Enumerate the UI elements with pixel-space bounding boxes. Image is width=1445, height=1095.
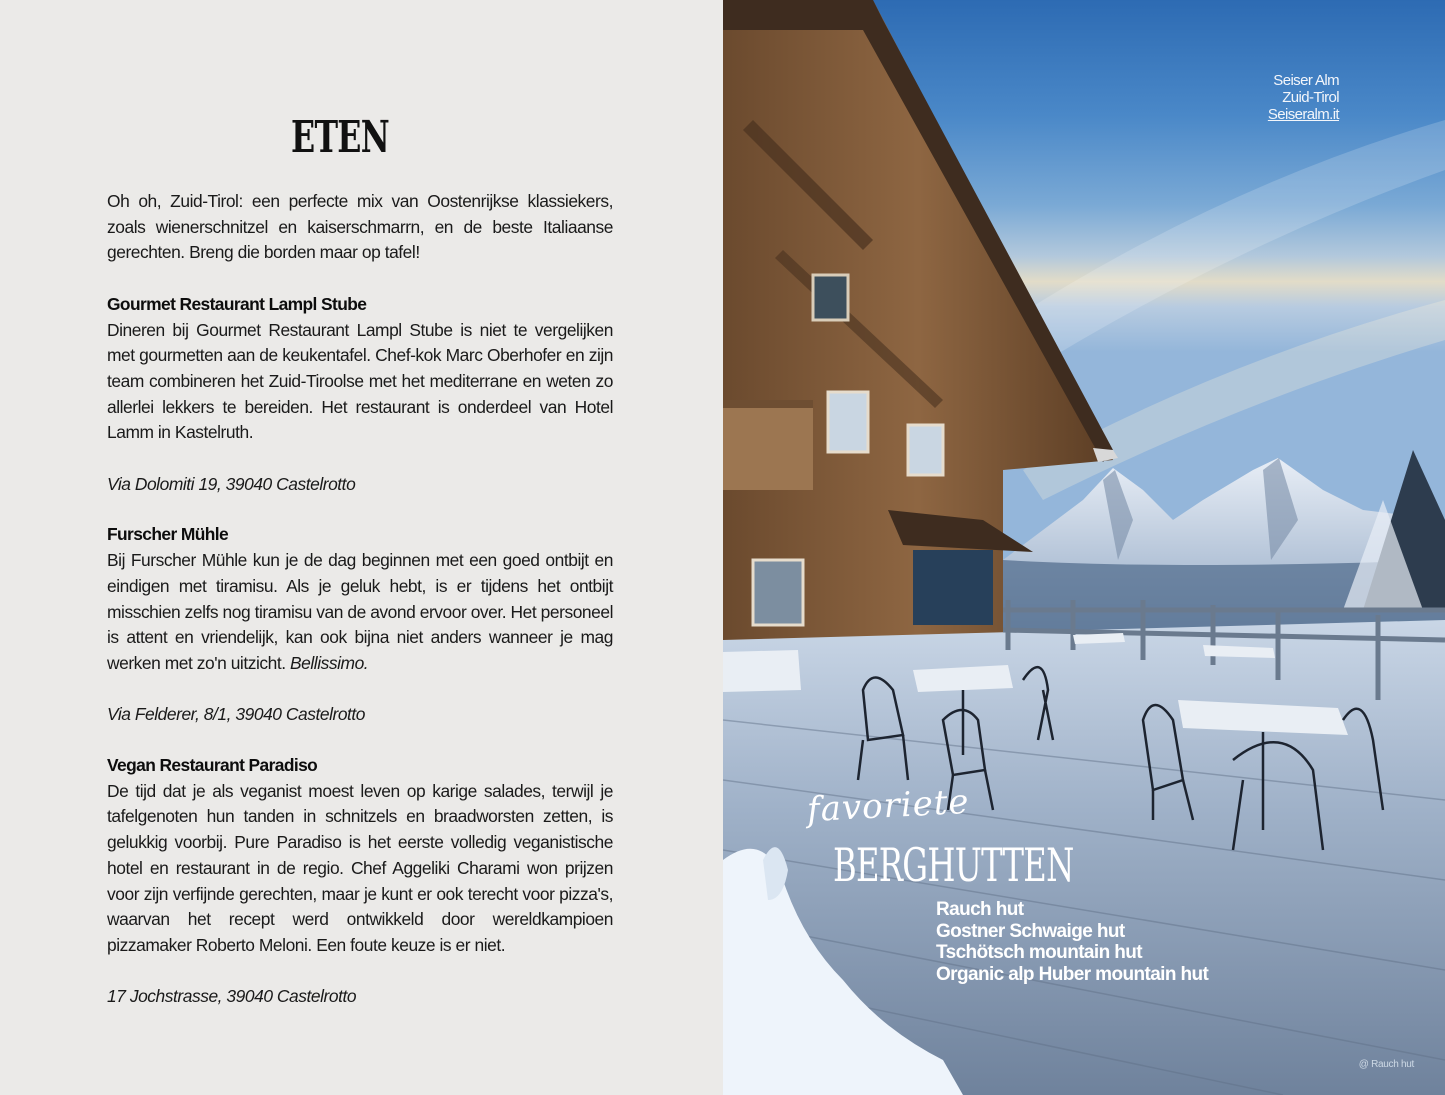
restaurant-name: Vegan Restaurant Paradiso — [107, 755, 318, 776]
restaurant-entry — [107, 292, 613, 498]
photo-credit: @ Rauch hut — [1358, 1059, 1414, 1070]
restaurant-description — [107, 548, 613, 677]
hut-list-item: Organic alp Huber mountain hut — [936, 963, 1209, 985]
article-body — [107, 189, 613, 1035]
feature-script-label: favoriete — [806, 781, 971, 831]
restaurant-address: Via Dolomiti 19, 39040 Castelrotto — [107, 473, 356, 494]
restaurant-description: Dineren bij Gourmet Restaurant Lampl Stube is niet te vergelijken met gourmetten aan de keukentafel. Chef-kok Marc Oberhofer en zijn team combineren het Zuid-Tiroolse met het mediterrane en weten zo allerlei lekkers te bereiden. Het restaurant is onderdeel van Hotel Lamm in Kastelruth. — [107, 319, 613, 443]
photo-page — [723, 0, 1445, 1095]
intro-paragraph: Oh oh, Zuid-Tirol: een perfecte mix van Oostenrijkse klassiekers, zoals wienerschnitzel en kaiserschmarrn, en de beste Italiaanse gerechten. Breng die borden maar op tafel! — [107, 191, 613, 263]
description-emphasis: Bellissimo. — [290, 652, 369, 673]
hut-list-item: Tschötsch mountain hut — [936, 942, 1142, 963]
restaurant-description: De tijd dat je als veganist moest leven op karige salades, terwijl je tafelgenoten hun tanden in schnitzels en braadworsten zetten, is gelukkig voorbij. Pure Paradiso is het eerste volledig veganistische hotel en restaurant in de regio. Chef Aggeliki Charami won prijzen voor zijn verfijnde gerechten, maar je kunt er ook terecht voor pizza's, waarvan het recept werd ontwikkeld door wereldkampioen pizzamaker Roberto Meloni. Een foute keuze is er niet. — [107, 780, 613, 955]
restaurant-entry — [107, 753, 613, 1010]
page-title: ETEN — [291, 112, 389, 163]
restaurant-address: 17 Jochstrasse, 39040 Castelrotto — [107, 986, 357, 1007]
restaurant-name: Gourmet Restaurant Lampl Stube — [107, 293, 367, 314]
feature-title: BERGHUTTEN — [833, 838, 1074, 892]
restaurant-name: Furscher Mühle — [107, 524, 229, 545]
restaurant-entry — [107, 522, 613, 728]
hut-list-item: Gostner Schwaige hut — [936, 920, 1125, 942]
location-info — [1268, 72, 1339, 123]
location-name: Seiser Alm — [1273, 72, 1339, 89]
hut-list-item: Rauch hut — [936, 899, 1024, 920]
restaurant-address: Via Felderer, 8/1, 39040 Castelrotto — [107, 704, 366, 725]
location-region: Zuid-Tirol — [1282, 89, 1339, 106]
hut-list — [936, 899, 1208, 985]
website-link[interactable]: Seiseralm.it — [1267, 106, 1339, 123]
description-text: Bij Furscher Mühle kun je de dag beginnen met een goed ontbijt en eindigen met tiramisu. Als je geluk hebt, is er tijdens het ontbijt misschien zelfs nog tiramisu van de avond ervoor over. Het personeel is attent en vriendelijk, kan ook bijna niet anders wanneer je mag werken met zo'n uitzicht. — [107, 550, 613, 673]
